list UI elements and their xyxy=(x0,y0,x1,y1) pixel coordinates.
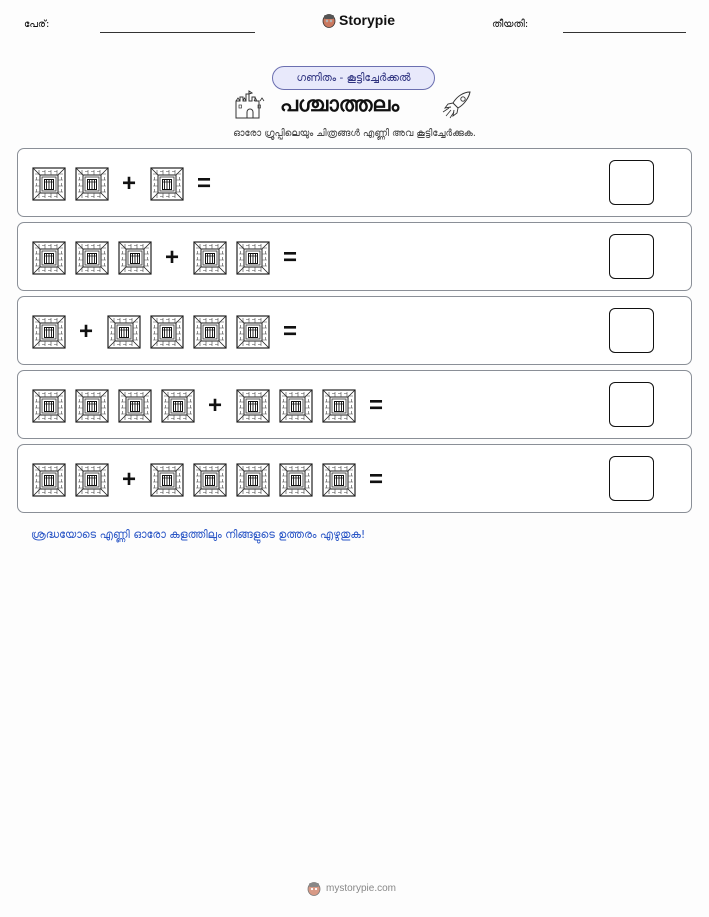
plus-sign: + xyxy=(122,465,137,493)
equation xyxy=(32,155,225,212)
castle-gate-icon xyxy=(118,241,152,275)
castle-gate-icon xyxy=(279,389,313,423)
castle-gate-icon xyxy=(236,463,270,497)
castle-gate-icon xyxy=(161,389,195,423)
castle-gate-icon xyxy=(279,463,313,497)
answer-box[interactable] xyxy=(609,234,654,279)
castle-gate-icon xyxy=(236,389,270,423)
name-line[interactable] xyxy=(100,32,255,33)
topic-badge xyxy=(272,66,435,90)
castle-gate-icon xyxy=(107,315,141,349)
topic-badge-text: ഗണിതം - കൂട്ടിച്ചേർക്കൽ xyxy=(296,71,411,84)
castle-gate-icon xyxy=(193,315,227,349)
equation xyxy=(32,303,311,360)
date-label: തീയതി: xyxy=(492,19,529,30)
rocket-icon xyxy=(440,89,476,121)
castle-gate-icon xyxy=(32,315,66,349)
storypie-mascot-icon xyxy=(322,12,336,28)
plus-sign: + xyxy=(79,317,94,345)
date-line[interactable] xyxy=(563,32,686,33)
castle-gate-icon xyxy=(118,389,152,423)
name-label: പേര്: xyxy=(24,19,50,30)
storypie-logo xyxy=(322,12,395,28)
storypie-mascot-icon xyxy=(307,880,321,896)
equation xyxy=(32,377,397,434)
site-footer xyxy=(307,880,396,896)
plus-sign: + xyxy=(208,391,223,419)
equals-sign: = xyxy=(283,243,298,271)
castle-gate-icon xyxy=(193,463,227,497)
answer-box[interactable] xyxy=(609,308,654,353)
site-url[interactable]: mystorypie.com xyxy=(326,882,397,894)
answer-box[interactable] xyxy=(609,456,654,501)
castle-gate-icon xyxy=(75,167,109,201)
equals-sign: = xyxy=(369,391,384,419)
answer-box[interactable] xyxy=(609,382,654,427)
castle-gate-icon xyxy=(322,463,356,497)
castle-gate-icon xyxy=(322,389,356,423)
equals-sign: = xyxy=(197,169,212,197)
castle-gate-icon xyxy=(32,241,66,275)
instruction-text: ഓരോ ഗ്രൂപ്പിലെയും ചിത്രങ്ങൾ എണ്ണി അവ കൂട്ടിച്ചേർക്കുക. xyxy=(233,128,476,139)
equals-sign: = xyxy=(369,465,384,493)
brand-name: Storypie xyxy=(339,12,396,28)
castle-gate-icon xyxy=(75,241,109,275)
plus-sign: + xyxy=(165,243,180,271)
footer-instruction: ശ്രദ്ധയോടെ എണ്ണി ഓരോ കളത്തിലും നിങ്ങളുടെ ഉത്തരം എഴുതുക! xyxy=(31,528,366,541)
castle-gate-icon xyxy=(75,463,109,497)
castle-gate-icon xyxy=(150,315,184,349)
problem-row-1 xyxy=(17,148,692,217)
castle-gate-icon xyxy=(150,463,184,497)
equals-sign: = xyxy=(283,317,298,345)
castle-icon xyxy=(233,89,267,119)
castle-gate-icon xyxy=(236,241,270,275)
problem-row-3 xyxy=(17,296,692,365)
castle-gate-icon xyxy=(32,389,66,423)
castle-gate-icon xyxy=(32,463,66,497)
problem-row-4 xyxy=(17,370,692,439)
castle-gate-icon xyxy=(193,241,227,275)
equation xyxy=(32,451,397,508)
castle-gate-icon xyxy=(75,389,109,423)
castle-gate-icon xyxy=(150,167,184,201)
castle-gate-icon xyxy=(32,167,66,201)
problem-row-2 xyxy=(17,222,692,291)
answer-box[interactable] xyxy=(609,160,654,205)
equation xyxy=(32,229,311,286)
castle-gate-icon xyxy=(236,315,270,349)
plus-sign: + xyxy=(122,169,137,197)
page-title: പശ്ചാത്തലം xyxy=(280,92,400,116)
problem-row-5 xyxy=(17,444,692,513)
